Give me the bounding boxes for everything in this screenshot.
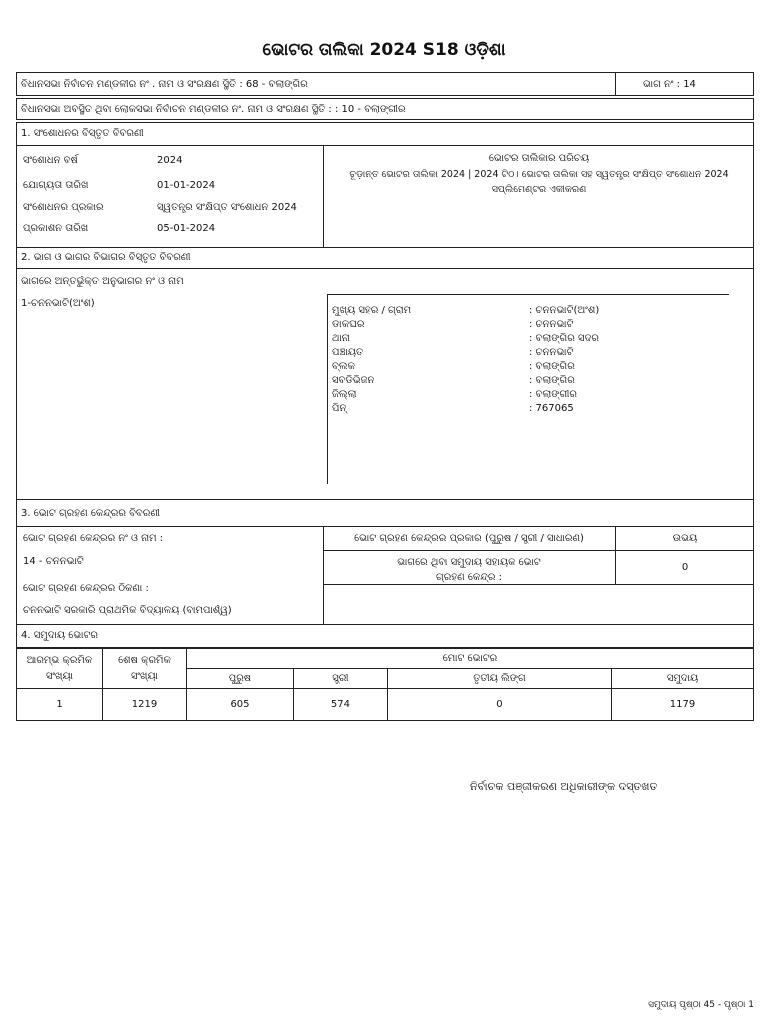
- police-station-value: : ବଲାଙ୍ଗିର ସଦର: [529, 333, 599, 344]
- section1: [16, 122, 754, 248]
- table-row: [17, 689, 754, 721]
- ps-number-label: ଭୋଟ ଗ୍ରହଣ କେନ୍ଦ୍ରର ନଂ ଓ ନାମ :: [23, 533, 164, 544]
- section4: [16, 625, 754, 648]
- section3: [16, 500, 754, 625]
- district-label: ଜିଲ୍ଲା: [332, 389, 357, 400]
- pin-label: ପିନ୍: [332, 403, 347, 414]
- part-number: ଭାଗ ନଂ : 14: [643, 79, 696, 90]
- male-value: 605: [187, 689, 294, 721]
- subdivision-value: : ବଲାଙ୍ଗିର: [529, 375, 575, 386]
- details-box: [327, 294, 729, 484]
- third-gender-header: ତୃତୀୟ ଲିଙ୍ଗ: [387, 669, 611, 689]
- total-electors-header: ମୋଟ ଭୋଟର: [187, 649, 754, 669]
- pin-value: : 767065: [529, 403, 574, 414]
- parliament-constituency: ବିଧାନସଭା ଅବସ୍ଥିତ ଥିବା ଲୋକସଭା ନିର୍ବାଚନ ମଣ୍ଡଳୀର ନଂ. ନାମ ଓ ସଂରକ୍ଷଣ ସ୍ଥିତି : : 10 - ବଲାଙ୍ଗୀର: [21, 104, 406, 115]
- subdivision-label: ସବଡିଭିଜନ: [332, 375, 375, 386]
- aux-ps-label-line2: ଗ୍ରହଣ କେନ୍ଦ୍ର :: [436, 572, 502, 583]
- end-serial-value: 1219: [103, 689, 187, 721]
- block-value: : ବଲାଙ୍ଗିର: [529, 361, 575, 372]
- aux-ps-label-line1: ଭାଗରେ ଥିବା ସମୁଦାୟ ସହାୟକ ଭୋଟ: [397, 557, 541, 568]
- page-title: ଭୋଟର ତାଲିକା 2024 S18 ଓଡ଼ିଶା: [262, 40, 506, 60]
- ps-address-label: ଭୋଟ ଗ୍ରହଣ କେନ୍ଦ୍ରର ଠିକଣା :: [23, 583, 149, 594]
- qualifying-date-label: ଯୋଗ୍ୟତା ତାରିଖ: [23, 180, 89, 191]
- section2: [16, 248, 754, 500]
- start-serial-header: ଆରମ୍ଭ କ୍ରମିକ ସଂଖ୍ୟା: [17, 649, 103, 689]
- electors-table: [16, 648, 754, 721]
- male-header: ପୁରୁଷ: [187, 669, 294, 689]
- main-town-value: : ଚନନଭାଟି(ଅଂଶ): [529, 305, 600, 316]
- revision-type-value: ସ୍ୱତନ୍ତ୍ର ସଂକ୍ଷିପ୍ତ ସଂଶୋଧନ 2024: [157, 202, 297, 213]
- header-assembly-row: [16, 72, 754, 96]
- main-town-label: ମୁଖ୍ୟ ସହର / ଗ୍ରାମ: [332, 305, 412, 316]
- roll-identification-title: ଭୋଟର ତାଲିକାର ପରିଚୟ: [488, 153, 590, 164]
- publication-date-value: 05-01-2024: [157, 223, 216, 234]
- total-header: ସମୁଦାୟ: [612, 669, 754, 689]
- aux-ps-value: 0: [681, 562, 689, 573]
- revision-type-label: ସଂଶୋଧନର ପ୍ରକାର: [23, 202, 104, 213]
- ps-type-value: ଉଭୟ: [672, 533, 698, 544]
- section2-subheading: ଭାଗରେ ଅନ୍ତର୍ଭୁକ୍ତ ଅନୁଭାଗର ନଂ ଓ ନାମ: [21, 276, 184, 287]
- third-gender-value: 0: [387, 689, 611, 721]
- section3-heading: 3. ଭୋଟ ଗ୍ରହଣ କେନ୍ଦ୍ରର ବିବରଣୀ: [21, 508, 161, 519]
- revision-year-value: 2024: [157, 155, 183, 166]
- section2-heading: 2. ଭାଗ ଓ ଭାଗର ବିଭାଗର ବିସ୍ତୃତ ବିବରଣୀ: [21, 252, 191, 263]
- end-serial-header: ଶେଷ କ୍ରମିକ ସଂଖ୍ୟା: [103, 649, 187, 689]
- post-office-value: : ଚନନଭାଟି: [529, 319, 574, 330]
- police-station-label: ଥାନା: [332, 333, 350, 344]
- panchayat-value: : ଚନନଭାଟି: [529, 347, 574, 358]
- revision-year-label: ସଂଶୋଧନ ବର୍ଷ: [23, 155, 78, 166]
- post-office-label: ଡାକଘର: [332, 319, 365, 330]
- section1-heading: 1. ସଂଶୋଧନର ବିସ୍ତୃତ ବିବରଣୀ: [21, 128, 144, 139]
- ps-type-label: ଭୋଟ ଗ୍ରହଣ କେନ୍ଦ୍ରର ପ୍ରକାର (ପୁରୁଷ / ସ୍ତ୍ରୀ / ସାଧାରଣ): [354, 533, 584, 544]
- header-parliament-row: [16, 98, 754, 120]
- roll-identification-line2: ସପ୍ଲିମେଣ୍ଟର ଏକୀକରଣ: [491, 184, 587, 195]
- district-value: : ବଲାଙ୍ଗୀର: [529, 389, 577, 400]
- qualifying-date-value: 01-01-2024: [157, 180, 216, 191]
- signature-label: ନିର୍ବାଚକ ପଞ୍ଜୀକରଣ ଅଧିକାରୀଙ୍କ ଦସ୍ତଖତ: [470, 780, 658, 793]
- section-item: 1-ଚନନଭାଟି(ଅଂଶ): [21, 298, 95, 309]
- ps-address-value: ଚନନଭାଟି ସରକାରି ପ୍ରାଥମିକ ବିଦ୍ୟାଳୟ (ବାମପାର୍ଶ୍ୱ): [23, 605, 232, 616]
- assembly-constituency: ବିଧାନସଭା ନିର୍ବାଚନ ମଣ୍ଡଳୀର ନଂ . ନାମ ଓ ସଂରକ୍ଷଣ ସ୍ଥିତି : 68 - ବଲାଙ୍ଗିର: [21, 79, 308, 90]
- panchayat-label: ପଞ୍ଚାୟତ: [332, 347, 364, 358]
- female-value: 574: [293, 689, 387, 721]
- publication-date-label: ପ୍ରକାଶନ ତାରିଖ: [23, 223, 89, 234]
- start-serial-value: 1: [17, 689, 103, 721]
- total-value: 1179: [612, 689, 754, 721]
- page-footer: ସମୁଦାୟ ପୃଷ୍ଠା 45 - ପୃଷ୍ଠା 1: [648, 1000, 754, 1010]
- ps-number-value: 14 - ଚନନଭାଟି: [23, 556, 84, 567]
- female-header: ସ୍ତ୍ରୀ: [293, 669, 387, 689]
- roll-identification-line1: ଚୂଡ଼ାନ୍ତ ଭୋଟର ତାଲିକା 2024 | 2024 ଟିଠ। ଭୋଟର ତାଲିକା ସହ ସ୍ୱତନ୍ତ୍ର ସଂକ୍ଷିପ୍ତ ସଂଶୋଧନ 2024: [349, 169, 729, 180]
- block-label: ବ୍ଲକ: [332, 361, 355, 372]
- section4-heading: 4. ସମୁଦାୟ ଭୋଟର: [21, 630, 98, 641]
